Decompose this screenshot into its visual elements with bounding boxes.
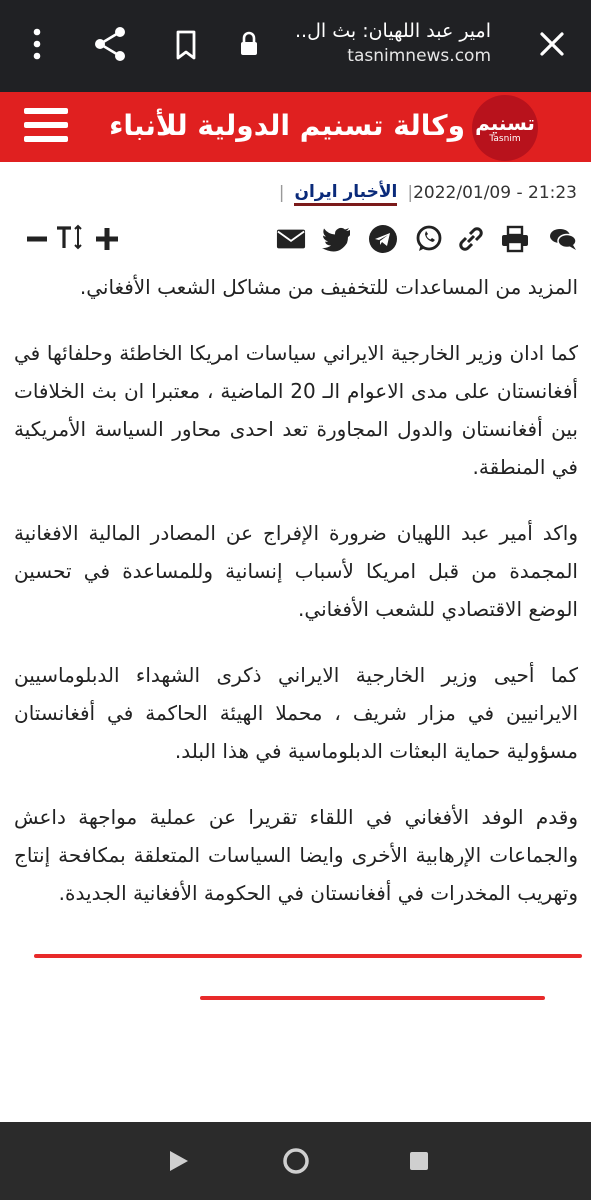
- more-vert-icon[interactable]: [22, 24, 52, 64]
- close-icon[interactable]: [534, 20, 570, 68]
- article-paragraph: كما ادان وزير الخارجية الايراني سياسات امريكا الخاطئة وحلفائها في أفغانستان على مدى الاعوام الـ 20 الماضية ، معتبرا ان بث الخلافات بين أفغانستان والدول المجاورة تعد احدى محاور السياسة الأمريكية في المنطقة.: [14, 341, 578, 479]
- lock-icon[interactable]: [238, 30, 260, 58]
- highlight-underline: [200, 996, 545, 1000]
- system-navigation-bar: [0, 1122, 591, 1200]
- hamburger-menu-icon[interactable]: [24, 108, 68, 146]
- logo-text: تسنيم: [475, 111, 535, 135]
- font-decrease-icon[interactable]: [22, 222, 52, 256]
- whatsapp-icon[interactable]: [414, 222, 444, 256]
- article-paragraph: المزيد من المساعدات للتخفيف من مشاكل الشعب الأفغاني.: [79, 275, 578, 299]
- share-icon[interactable]: [90, 24, 130, 64]
- twitter-icon[interactable]: [322, 222, 352, 256]
- site-brand-name[interactable]: وكالة تسنيم الدولية للأنباء: [109, 109, 465, 142]
- logo-subtext: Tasnim: [489, 134, 521, 144]
- meta-divider: |: [407, 183, 414, 203]
- page-title: امير عبد اللهيان: بث ال..: [295, 20, 491, 42]
- article-paragraph: كما أحيى وزير الخارجية الايراني ذكرى الشهداء الدبلوماسيين الايرانيين في مزار شريف ، محملا الهيئة الحاكمة في أفغانستان مسؤولية حماية البعثات الدبلوماسية في هذا البلد.: [14, 663, 578, 763]
- page-url: tasnimnews.com: [347, 46, 491, 66]
- site-logo[interactable]: [472, 95, 538, 161]
- category-link[interactable]: الأخبار ايران: [294, 181, 397, 206]
- bookmark-icon[interactable]: [170, 28, 202, 62]
- comment-icon[interactable]: [548, 222, 578, 256]
- article-datetime: 2022/01/09 - 21:23: [413, 183, 577, 203]
- article-paragraph: وقدم الوفد الأفغاني في اللقاء تقريرا عن عملية مواجهة داعش والجماعات الإرهابية الأخرى وايضا السياسات المتعلقة بمكافحة إنتاج وتهريب المخدرات في أفغانستان في الحكومة الأفغانية الجديدة.: [14, 805, 578, 905]
- email-icon[interactable]: [276, 222, 306, 256]
- home-circle-icon[interactable]: [281, 1146, 311, 1176]
- telegram-icon[interactable]: [368, 222, 398, 256]
- back-triangle-icon[interactable]: [164, 1146, 194, 1176]
- font-size-controls: [22, 220, 122, 256]
- print-icon[interactable]: [500, 222, 530, 256]
- font-increase-icon[interactable]: [92, 222, 122, 256]
- link-icon[interactable]: [456, 222, 486, 256]
- address-area[interactable]: [251, 18, 491, 68]
- article-meta: [279, 176, 577, 210]
- meta-divider: |: [278, 183, 285, 203]
- article-body: [14, 268, 578, 940]
- font-size-icon: [54, 220, 84, 254]
- recents-square-icon[interactable]: [404, 1146, 434, 1176]
- browser-toolbar: [0, 0, 591, 92]
- highlight-underline: [34, 954, 582, 958]
- article-paragraph: واكد أمير عبد اللهيان ضرورة الإفراج عن المصادر المالية الافغانية المجمدة من قبل امريكا لأسباب إنسانية وللمساعدة في تحسين الوضع الاقتصادي للشعب الأفغاني.: [14, 521, 578, 621]
